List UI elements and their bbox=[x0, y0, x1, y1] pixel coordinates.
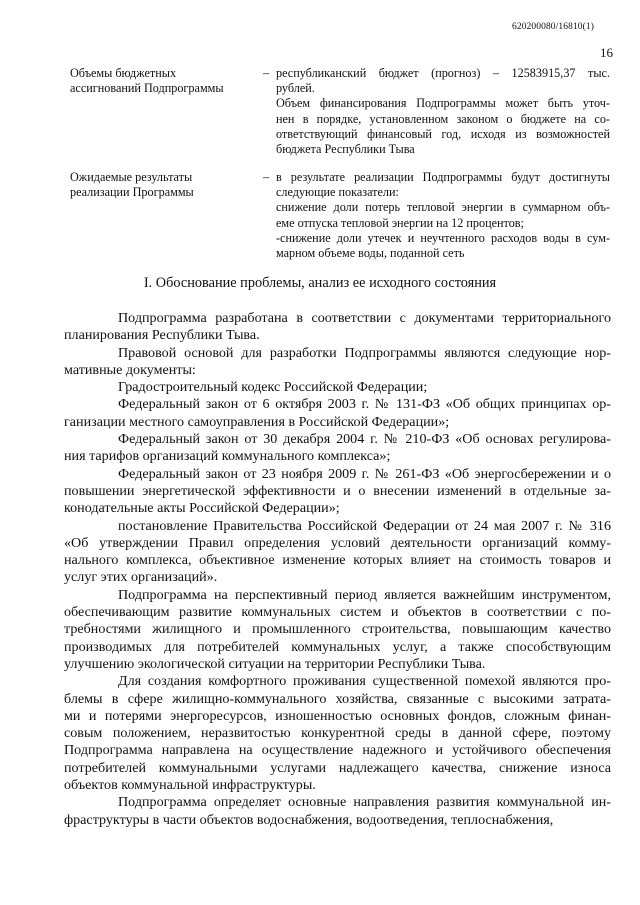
row-value bbox=[276, 170, 610, 261]
paragraph-line: блемы в сфере жилищно-коммунального хозяйства, связанные с высокими затрата- bbox=[64, 690, 611, 707]
row-value-line: в результате реализации Подпрограммы будут достигнуты bbox=[276, 170, 610, 184]
paragraph bbox=[64, 310, 611, 345]
paragraph-line: ганизации местного самоуправления в Российской Федерации»; bbox=[64, 413, 450, 430]
paragraph-line: Градостроительный кодекс Российской Федерации; bbox=[118, 379, 428, 396]
paragraph bbox=[64, 379, 611, 396]
row-value-line: рублей. bbox=[276, 81, 315, 96]
row-value-line: бюджета Республики Тыва bbox=[276, 142, 415, 157]
row-value-line: -снижение доли утечек и неучтенного расходов воды в сум- bbox=[276, 230, 610, 245]
document-code: 620200080/16810(1) bbox=[512, 22, 595, 32]
row-label-line: ассигнований Подпрограммы bbox=[70, 81, 224, 96]
row-value-line: снижение доли потерь тепловой энергии в суммарном объ- bbox=[276, 200, 610, 215]
paragraph-line: Подпрограмма разработана в соответствии с документами территориального bbox=[118, 310, 611, 326]
paragraph-line: Федеральный закон от 30 декабря 2004 г. № 210-ФЗ «Об основах регулирова- bbox=[118, 431, 611, 448]
row-value-line: еме отпуска тепловой энергии на 12 процентов; bbox=[276, 215, 524, 230]
paragraph bbox=[64, 673, 611, 794]
paragraph-line: потребителей коммунальными услугами надлежащего качества, снижение износа bbox=[64, 759, 611, 776]
paragraph-line: ми и потерями энергоресурсов, изношенностью основных фондов, сложным финан- bbox=[64, 707, 611, 724]
page-number: 16 bbox=[600, 45, 613, 60]
paragraph bbox=[64, 587, 611, 673]
paragraph-line: Правовой основой для разработки Подпрограммы являются следующие нор- bbox=[118, 344, 611, 361]
paragraph-line: мативные документы: bbox=[64, 361, 196, 378]
paragraph-line: планирования Республики Тыва. bbox=[64, 327, 260, 344]
paragraph bbox=[64, 466, 611, 518]
paragraph-line: Для создания комфортного проживания существенной помехой являются про- bbox=[118, 673, 611, 690]
paragraph-line: фраструктуры в части объектов водоснабжения, водоотведения, теплоснабжения, bbox=[64, 811, 554, 828]
row-value-line: марном объеме воды, поданной сеть bbox=[276, 246, 465, 261]
paragraph bbox=[64, 345, 611, 380]
paragraph-line: ния тарифов организаций коммунального комплекса»; bbox=[64, 448, 391, 465]
row-label-line: Ожидаемые результаты bbox=[70, 170, 193, 184]
paragraph-line: Подпрограмма определяет основные направления развития коммунальной ин- bbox=[118, 794, 611, 811]
row-label-line: Объемы бюджетных bbox=[70, 66, 177, 80]
paragraph-line: совым положением, неразвитостью конкурентной среды в данной сфере, поэтому bbox=[64, 725, 611, 742]
paragraph-line: производимых для потребителей коммунальных услуг, а также способствующим bbox=[64, 638, 611, 655]
body-text bbox=[64, 310, 611, 829]
row-value-line: нен в порядке, установленном законом о бюджете на со- bbox=[276, 111, 610, 126]
row-value-line: Объем финансирования Подпрограммы может быть уточ- bbox=[276, 96, 610, 111]
paragraph-line: обеспечивающим развитие коммунальных систем и объектов в соответствии с по- bbox=[64, 604, 611, 621]
paragraph-line: Подпрограмма направлена на осуществление надежного и устойчивого обеспечения bbox=[64, 742, 611, 759]
paragraph bbox=[64, 431, 611, 466]
paragraph-line: Федеральный закон от 6 октября 2003 г. № 131-ФЗ «Об общих принципах ор- bbox=[118, 396, 611, 413]
paragraph-line: нального комплекса, объективное изменение которых влияет на стоимость товаров и bbox=[64, 552, 611, 569]
paragraph-line: постановление Правительства Российской Федерации от 24 мая 2007 г. № 316 bbox=[118, 517, 611, 534]
section-title: I. Обоснование проблемы, анализ ее исходного состояния bbox=[143, 275, 497, 291]
paragraph-line: требностями жилищного и промышленного строительства, повышающим качество bbox=[64, 621, 611, 638]
paragraph-line: услуг этих организаций». bbox=[64, 569, 218, 586]
row-label-line: реализации Программы bbox=[70, 185, 194, 200]
row-dash: – bbox=[263, 66, 270, 80]
paragraph-line: Подпрограмма на перспективный период является важнейшим инструментом, bbox=[118, 586, 611, 603]
row-label bbox=[70, 170, 270, 200]
row-value-line: следующие показатели: bbox=[276, 185, 399, 200]
paragraph bbox=[64, 518, 611, 587]
paragraph-line: объектов коммунальной инфраструктуры. bbox=[64, 777, 316, 794]
paragraph-line: улучшению экологической ситуации на территории Республики Тыва. bbox=[64, 655, 486, 672]
row-value-line: республиканский бюджет (прогноз) – 12583915,37 тыс. bbox=[276, 66, 610, 80]
paragraph-line: повышении энергетической эффективности и о внесении изменений в отдельные за- bbox=[64, 482, 611, 499]
paragraph bbox=[64, 794, 611, 829]
row-label bbox=[70, 66, 270, 96]
paragraph-line: «Об утверждении Правил определения условий деятельности организаций комму- bbox=[64, 534, 611, 551]
paragraph-line: конодательные акты Российской Федерации»; bbox=[64, 500, 340, 517]
row-dash: – bbox=[263, 170, 270, 184]
paragraph bbox=[64, 396, 611, 431]
row-value-line: ответствующий финансовый год, исходя из возможностей bbox=[276, 126, 610, 141]
paragraph-line: Федеральный закон от 23 ноября 2009 г. № 261-ФЗ «Об энергосбережении и о bbox=[118, 465, 611, 482]
row-value bbox=[276, 66, 610, 157]
